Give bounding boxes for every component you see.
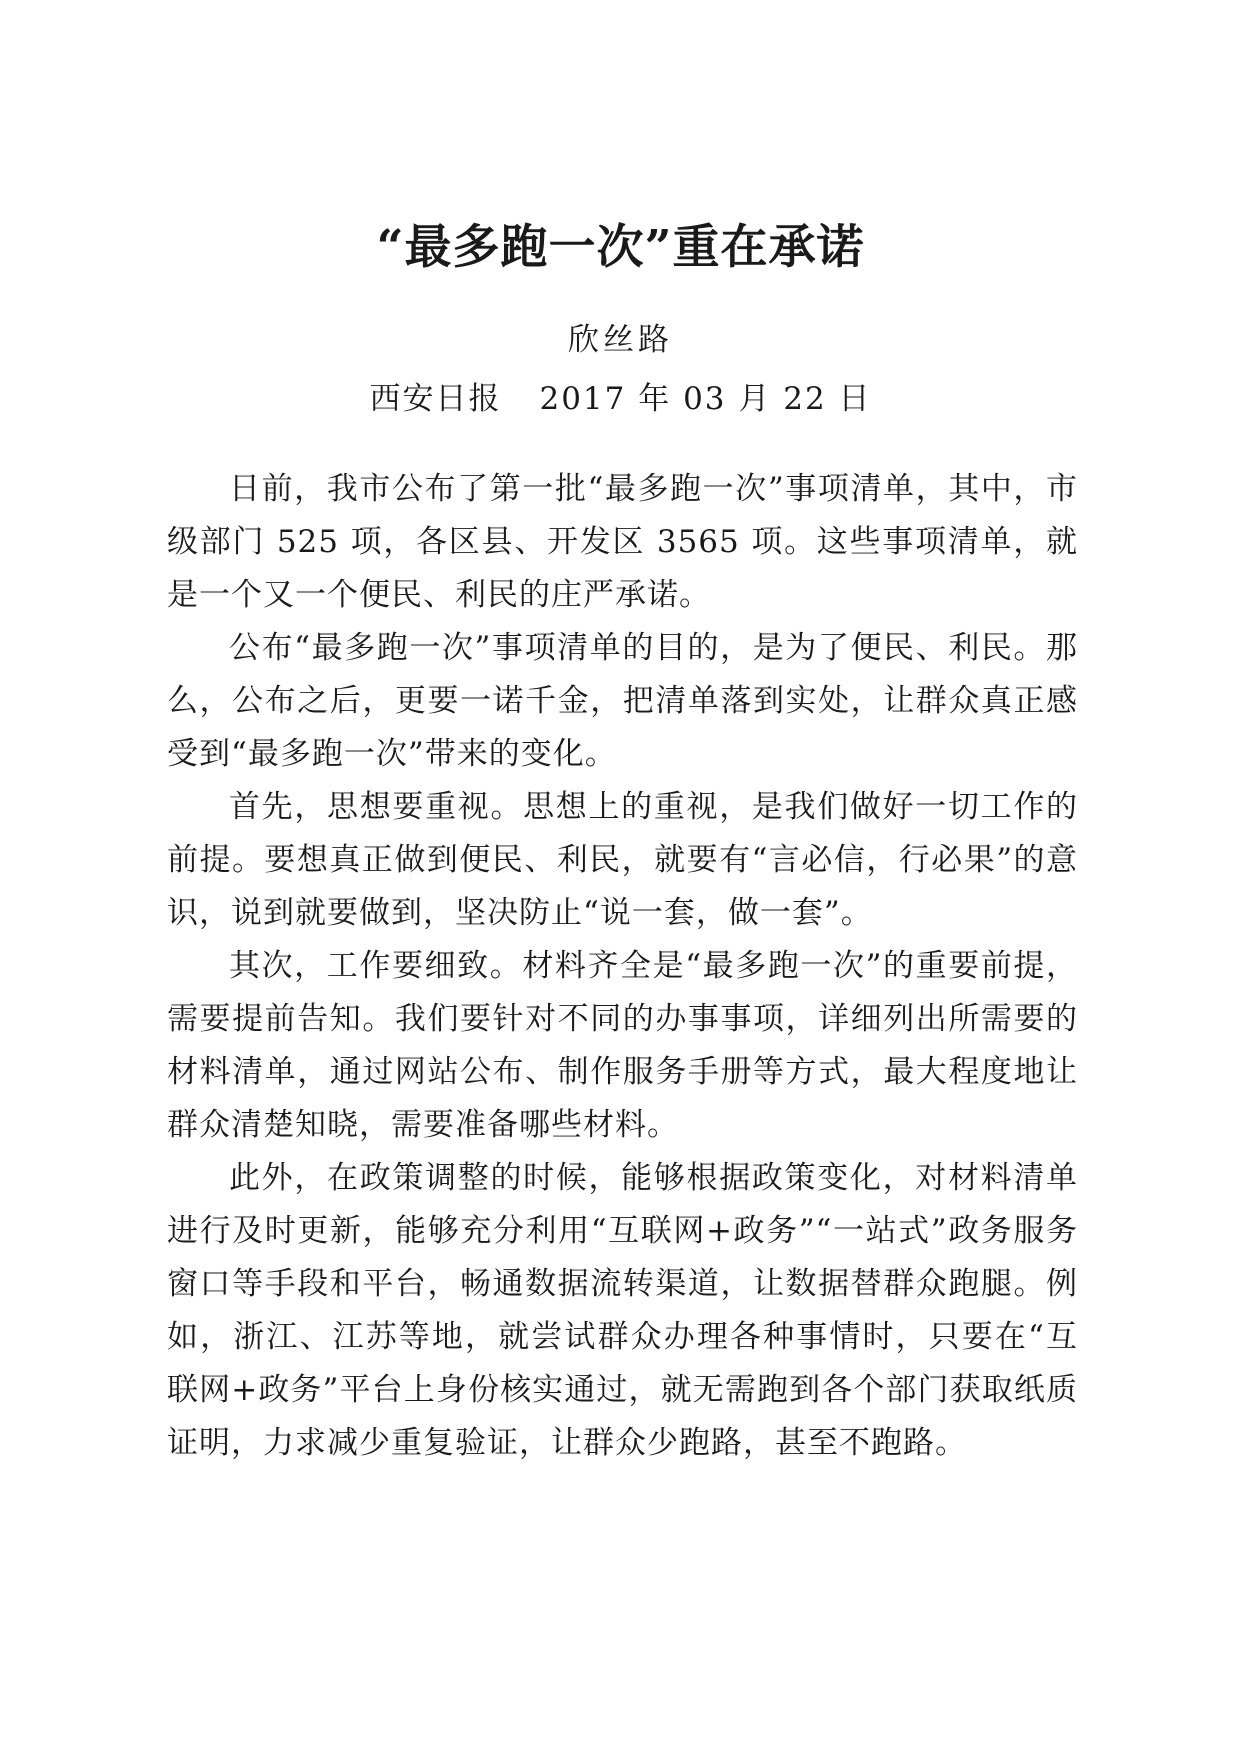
paragraph-3: 首先，思想要重视。思想上的重视，是我们做好一切工作的前提。要想真正做到便民、利民，就要有“言必信，行必果”的意识，说到就要做到，坚决防止“说一套，做一套”。: [167, 789, 1078, 931]
article-author: 欣丝路: [568, 322, 673, 358]
publish-date: 2017 年 03 月 22 日: [539, 381, 872, 417]
article-source: [0, 377, 1241, 421]
paragraph-1: 日前，我市公布了第一批“最多跑一次”事项清单，其中，市级部门 525 项，各区县、开发区 3565 项。这些事项清单，就是一个又一个便民、利民的庄严承诺。: [167, 471, 1078, 613]
article-title: “最多跑一次”重在承诺: [376, 220, 865, 275]
paragraph-4: 其次，工作要细致。材料齐全是“最多跑一次”的重要前提，需要提前告知。我们要针对不同的办事事项，详细列出所需要的材料清单，通过网站公布、制作服务手册等方式，最大程度地让群众清楚知晓，需要准备哪些材料。: [167, 948, 1078, 1143]
article-body: [167, 463, 1078, 1470]
paragraph-5: 此外，在政策调整的时候，能够根据政策变化，对材料清单进行及时更新，能够充分利用“互联网+政务”“一站式”政务服务窗口等手段和平台，畅通数据流转渠道，让数据替群众跑腿。例如，浙江、江苏等地，就尝试群众办理各种事情时，只要在“互联网+政务”平台上身份核实通过，就无需跑到各个部门获取纸质证明，力求减少重复验证，让群众少跑路，甚至不跑路。: [167, 1160, 1078, 1461]
newspaper-name: 西安日报: [369, 381, 502, 417]
paragraph-2: 公布“最多跑一次”事项清单的目的，是为了便民、利民。那么，公布之后，更要一诺千金，把清单落到实处，让群众真正感受到“最多跑一次”带来的变化。: [167, 630, 1078, 772]
